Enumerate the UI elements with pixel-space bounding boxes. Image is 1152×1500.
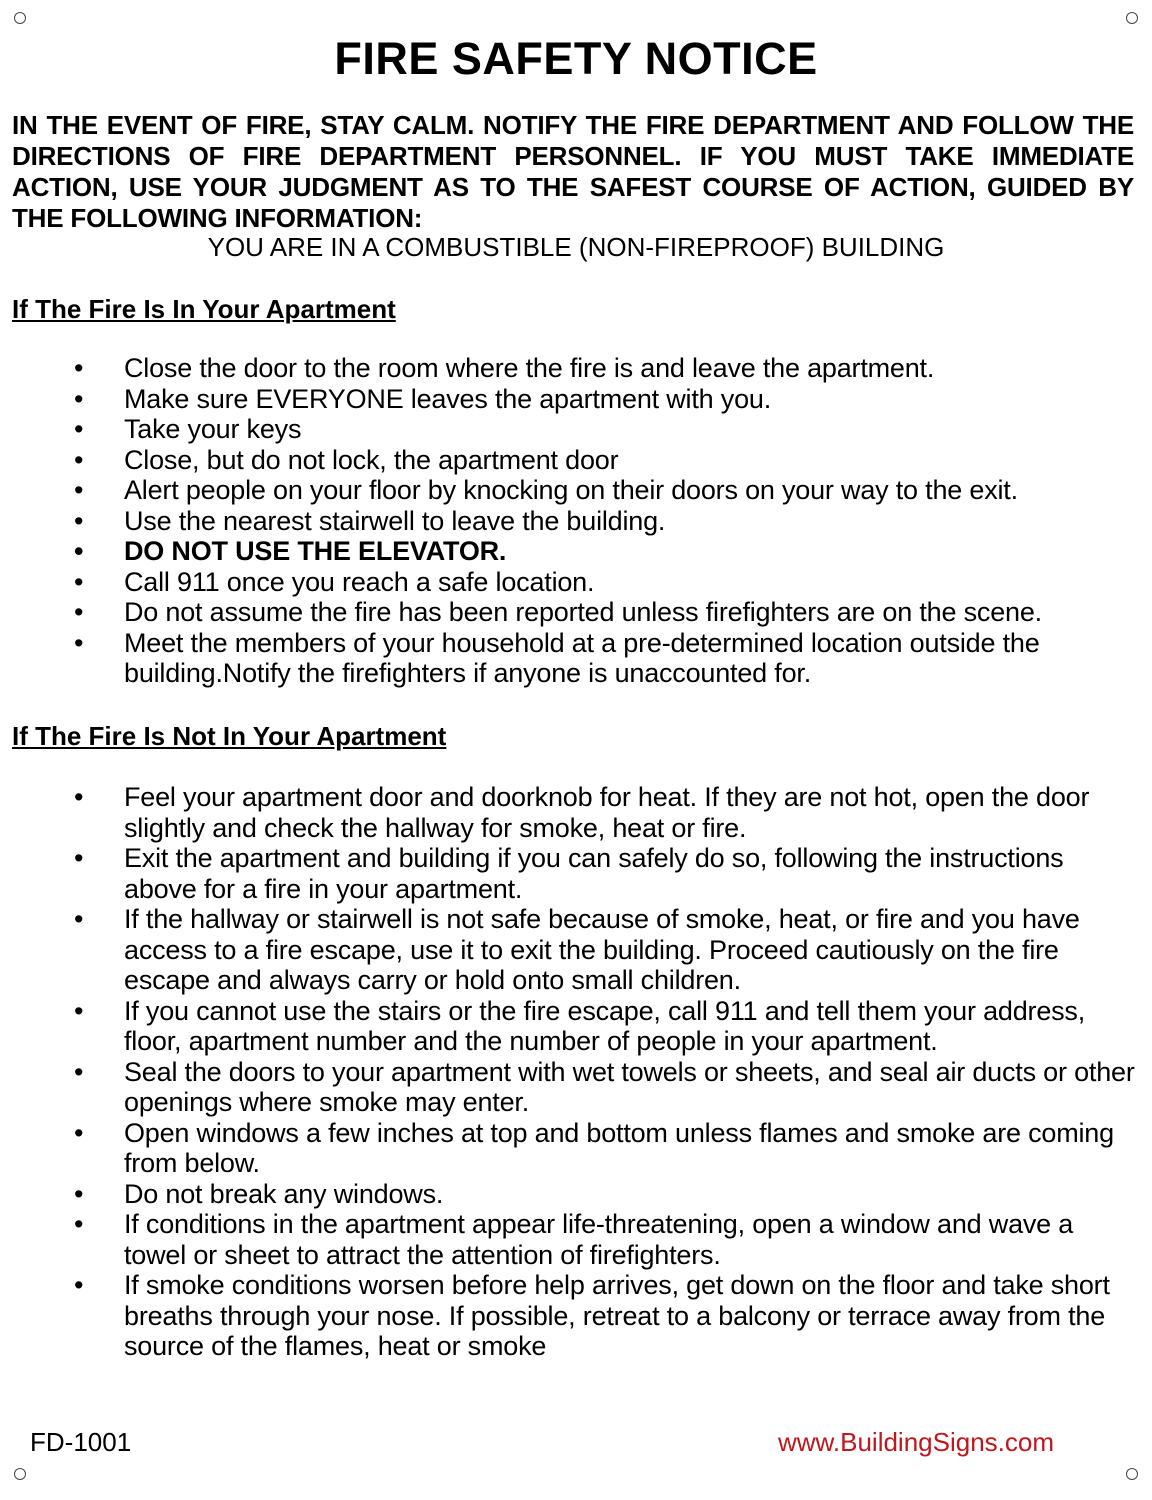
mounting-hole-top-right xyxy=(1126,12,1138,24)
list-item xyxy=(0,628,1140,689)
list-item xyxy=(0,843,1140,904)
mounting-hole-bottom-right xyxy=(1126,1468,1138,1480)
page-title: FIRE SAFETY NOTICE xyxy=(334,33,818,84)
list-item-warning xyxy=(0,536,1140,567)
bullet-icon: • xyxy=(74,1209,84,1239)
bullet-icon: • xyxy=(74,383,84,414)
bullet-icon: • xyxy=(74,536,84,566)
bullet-icon: • xyxy=(74,353,84,383)
list-item-text: Call 911 once you reach a safe location. xyxy=(124,566,595,597)
sign-code: FD-1001 xyxy=(30,1427,132,1457)
list-item xyxy=(0,353,1140,384)
section-heading-fire-in-apartment: If The Fire Is In Your Apartment xyxy=(12,294,396,324)
bullet-icon: • xyxy=(74,843,84,873)
bullet-icon: • xyxy=(74,1117,84,1148)
list-item-text: Do not assume the fire has been reported unless firefighters are on the scene. xyxy=(124,597,1042,627)
bullet-icon: • xyxy=(74,627,84,658)
bullet-icon: • xyxy=(74,505,84,536)
mounting-hole-top-left xyxy=(14,12,26,24)
list-item-text: If conditions in the apartment appear life-threatening, open a window and wave a towel or sheet to attract the attention of firefighters. xyxy=(124,1209,1074,1270)
list-item-text: If you cannot use the stairs or the fire escape, call 911 and tell them your address, floor, apartment number and the number of people in your apartment. xyxy=(124,995,1086,1056)
list-item xyxy=(0,567,1140,598)
building-type-note: YOU ARE IN A COMBUSTIBLE (NON-FIREPROOF) BUILDING xyxy=(207,232,945,262)
list-item-text: If the hallway or stairwell is not safe because of smoke, heat, or fire and you have access to a fire escape, use it to exit the building. Proceed cautiously on the fire escape and always carry or hold onto small children. xyxy=(124,904,1080,995)
bullet-icon: • xyxy=(74,475,84,505)
list-item-text: Seal the doors to your apartment with wet towels or sheets, and seal air ducts or other openings where smoke may enter. xyxy=(124,1056,1135,1117)
list-item-text: Take your keys xyxy=(124,414,302,444)
list-item xyxy=(0,1209,1140,1270)
list-item xyxy=(0,1179,1140,1210)
list-item xyxy=(0,996,1140,1057)
bullet-icon: • xyxy=(74,1178,84,1209)
instruction-list-fire-in-apartment xyxy=(0,353,1140,689)
list-item xyxy=(0,782,1140,843)
list-item xyxy=(0,414,1140,445)
list-item-text: Do not break any windows. xyxy=(124,1178,444,1209)
intro-paragraph: IN THE EVENT OF FIRE, STAY CALM. NOTIFY THE FIRE DEPARTMENT AND FOLLOW THE DIRECTIONS OF FIRE DEPARTMENT PERSONNEL. IF YOU MUST TAKE IMMEDIATE ACTION, USE YOUR JUDGMENT AS TO THE SAFEST COURSE OF ACTION, GUIDED BY THE FOLLOWING INFORMATION: xyxy=(12,110,1134,233)
bullet-icon: • xyxy=(74,444,84,475)
list-item xyxy=(0,1270,1140,1362)
list-item-text: Use the nearest stairwell to leave the building. xyxy=(124,505,666,536)
list-item xyxy=(0,597,1140,628)
list-item xyxy=(0,1118,1140,1179)
list-item-text: Exit the apartment and building if you can safely do so, following the instructions above for a fire in your apartment. xyxy=(124,843,1064,904)
bullet-icon: • xyxy=(74,995,84,1026)
mounting-hole-bottom-left xyxy=(14,1468,26,1480)
list-item xyxy=(0,475,1140,506)
bullet-icon: • xyxy=(74,1270,84,1300)
list-item-text: Meet the members of your household at a pre-determined location outside the building.Notify the firefighters if anyone is unaccounted for. xyxy=(124,627,1040,688)
list-item-text: Open windows a few inches at top and bottom unless flames and smoke are coming from below. xyxy=(124,1117,1114,1178)
bullet-icon: • xyxy=(74,1056,84,1087)
list-item-text: Close the door to the room where the fire is and leave the apartment. xyxy=(124,353,935,383)
list-item xyxy=(0,506,1140,537)
list-item xyxy=(0,445,1140,476)
bullet-icon: • xyxy=(74,414,84,444)
website-link[interactable]: www.BuildingSigns.com xyxy=(778,1427,1055,1457)
list-item-text: Feel your apartment door and doorknob for heat. If they are not hot, open the door slightly and check the hallway for smoke, heat or fire. xyxy=(124,782,1090,843)
list-item xyxy=(0,904,1140,996)
list-item-text: Close, but do not lock, the apartment door xyxy=(124,444,619,475)
bullet-icon: • xyxy=(74,904,84,934)
bullet-icon: • xyxy=(74,597,84,627)
list-item-text: If smoke conditions worsen before help arrives, get down on the floor and take short breaths through your nose. If possible, retreat to a balcony or terrace away from the source of the flames, heat or smoke xyxy=(124,1270,1110,1361)
list-item-text: Make sure EVERYONE leaves the apartment with you. xyxy=(124,383,772,414)
list-item-text: Alert people on your floor by knocking on their doors on your way to the exit. xyxy=(124,475,1018,505)
bullet-icon: • xyxy=(74,782,84,812)
list-item-text: DO NOT USE THE ELEVATOR. xyxy=(124,536,507,566)
list-item xyxy=(0,384,1140,415)
instruction-list-fire-not-in-apartment xyxy=(0,782,1140,1362)
list-item xyxy=(0,1057,1140,1118)
bullet-icon: • xyxy=(74,566,84,597)
section-heading-fire-not-in-apartment: If The Fire Is Not In Your Apartment xyxy=(12,721,447,751)
